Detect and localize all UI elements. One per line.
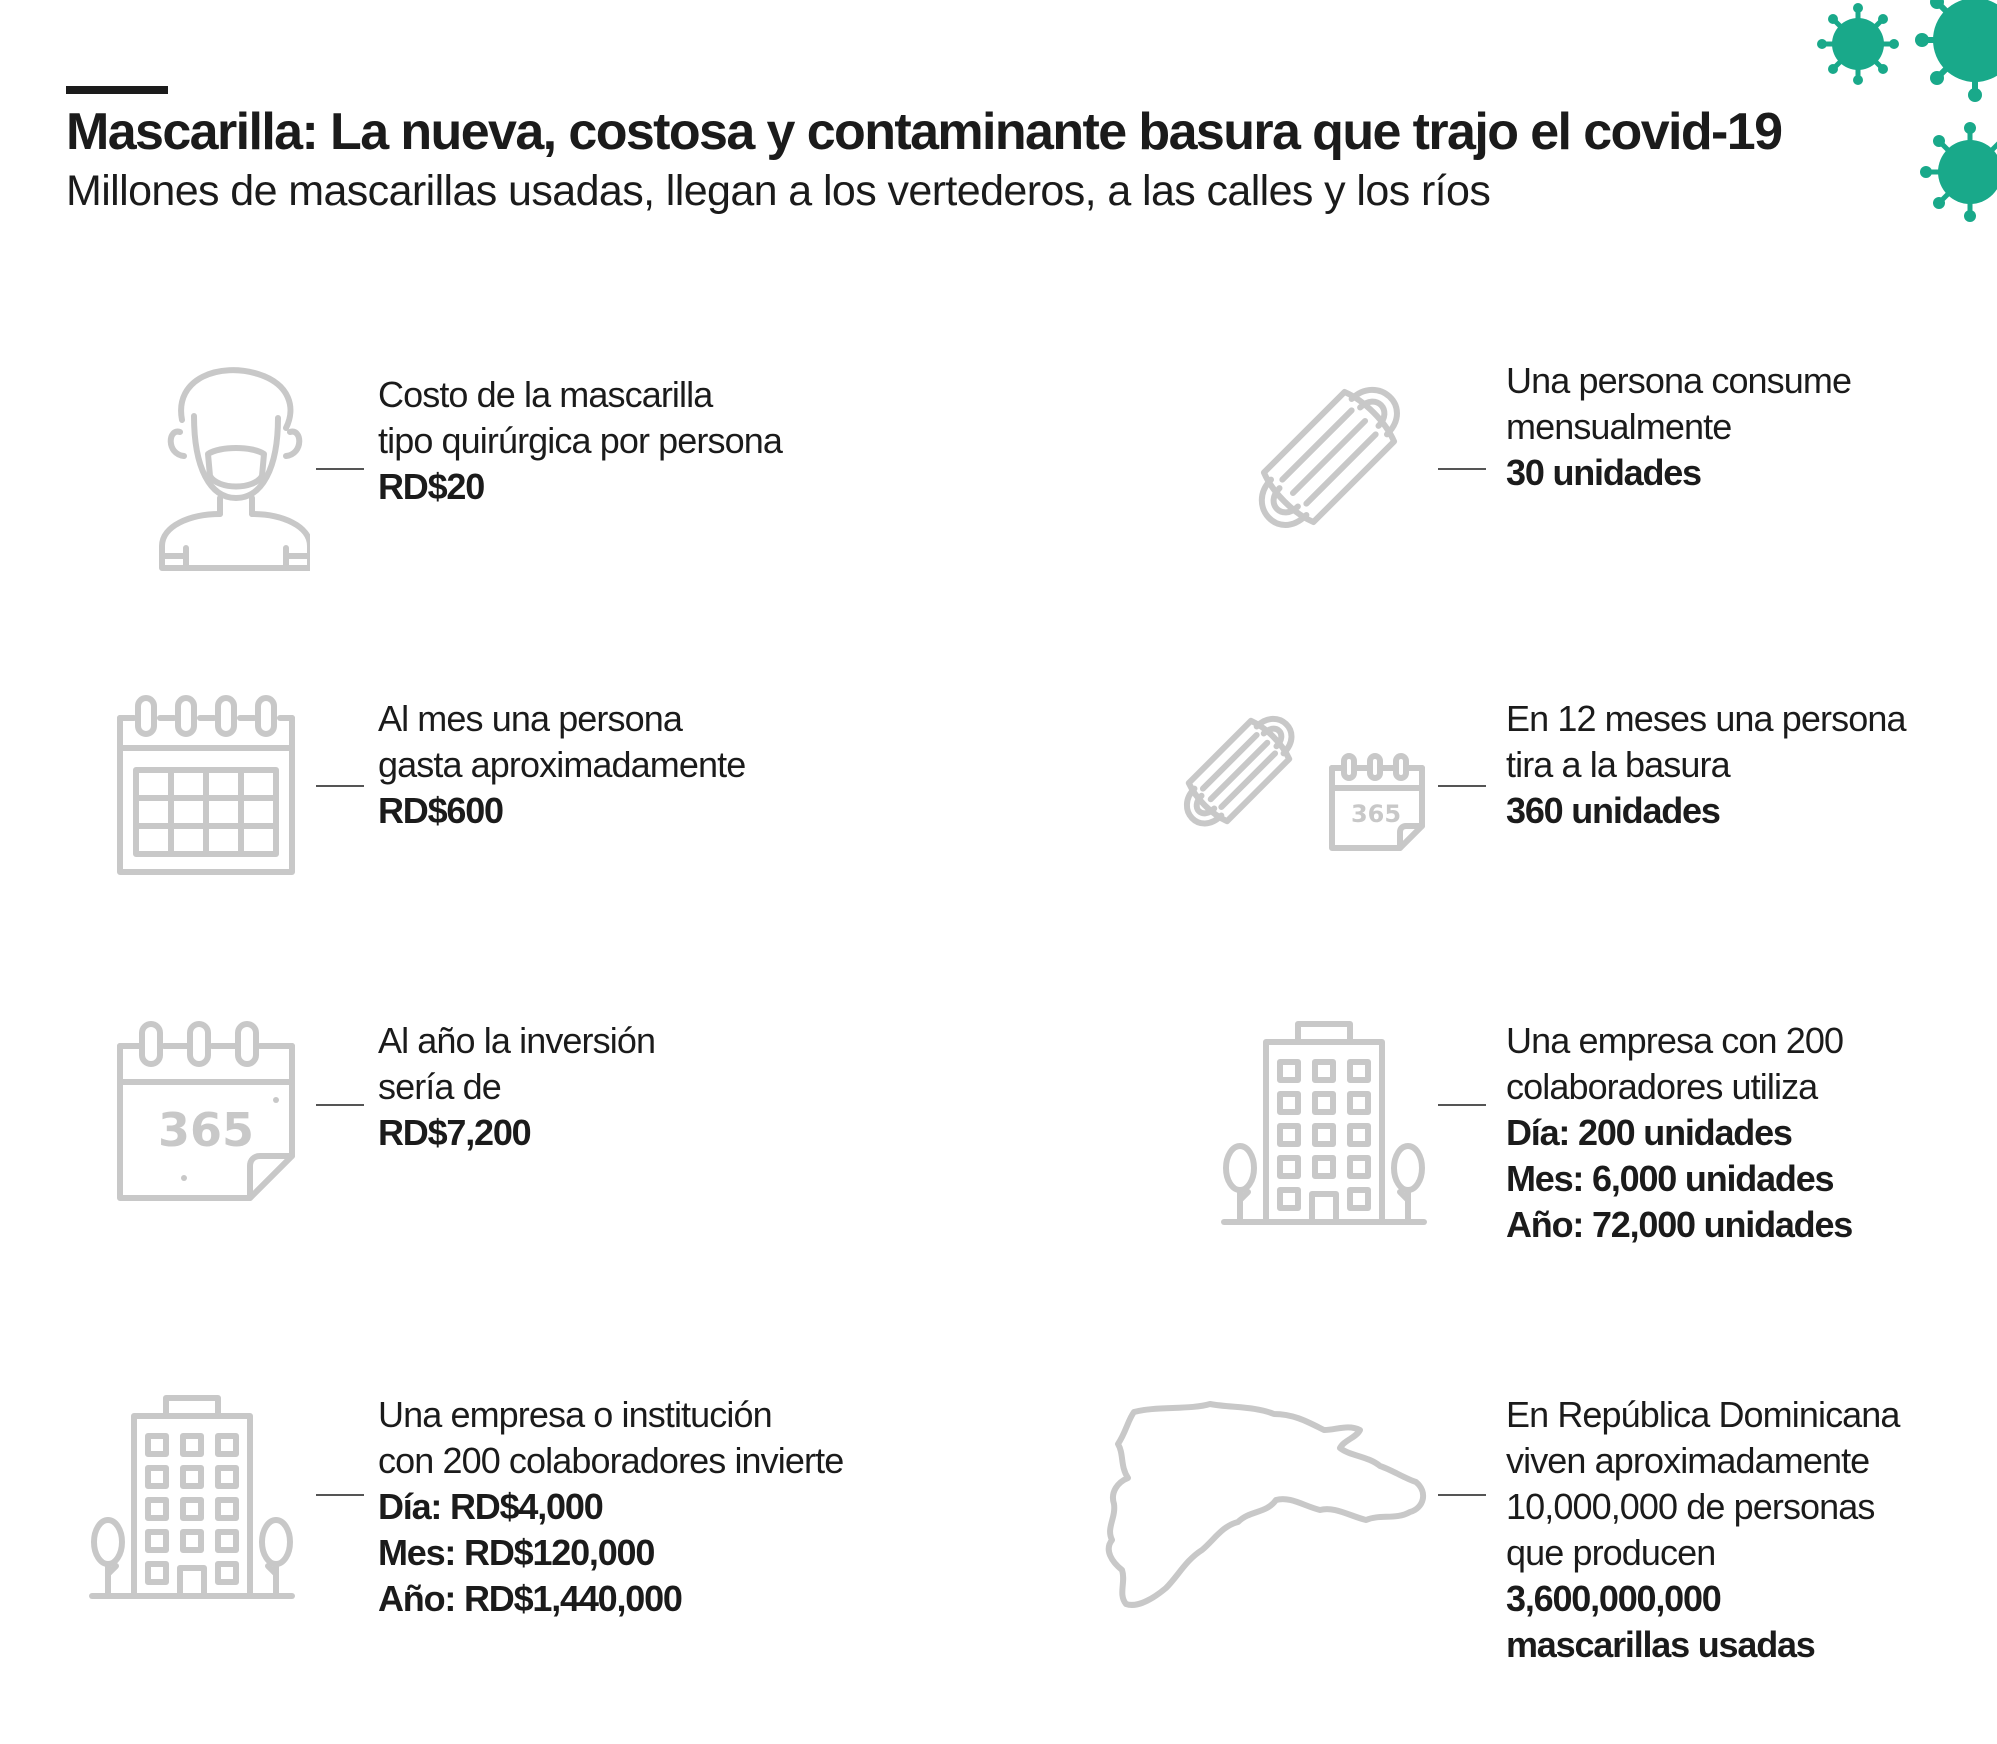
connector-dash — [1438, 468, 1486, 470]
stat-text — [378, 372, 782, 510]
calendar-icon — [112, 692, 302, 880]
stat-label-line: sería de — [378, 1066, 501, 1107]
face-mask-icon — [1232, 360, 1426, 554]
stat-label-line: En 12 meses una persona — [1506, 698, 1906, 739]
calendar-365-icon — [1326, 752, 1428, 852]
office-building-icon — [1220, 1018, 1428, 1226]
stat-value: Mes: RD$120,000 — [378, 1532, 655, 1573]
stat-label-line: 10,000,000 de personas — [1506, 1486, 1875, 1527]
stat-label-line: colaboradores utiliza — [1506, 1066, 1818, 1107]
header-accent-bar — [66, 86, 168, 94]
virus-decoration-icon — [1810, 0, 1997, 230]
stat-value: Día: 200 unidades — [1506, 1112, 1792, 1153]
stat-value: Año: RD$1,440,000 — [378, 1578, 682, 1619]
stat-label-line: Una empresa o institución — [378, 1394, 772, 1435]
stat-label-line: tipo quirúrgica por persona — [378, 420, 782, 461]
stat-text — [1506, 1018, 1852, 1248]
stat-value: Mes: 6,000 unidades — [1506, 1158, 1834, 1199]
stat-label-line: Costo de la mascarilla — [378, 374, 713, 415]
person-with-mask-icon — [150, 358, 310, 578]
stat-label-line: Una persona consume — [1506, 360, 1852, 401]
connector-dash — [1438, 1494, 1486, 1496]
stat-value: mascarillas usadas — [1506, 1624, 1815, 1665]
office-building-icon — [88, 1392, 296, 1600]
stat-label-line: viven aproximadamente — [1506, 1440, 1870, 1481]
stat-value: RD$20 — [378, 466, 485, 507]
stat-label-line: gasta aproximadamente — [378, 744, 746, 785]
connector-dash — [316, 468, 364, 470]
stat-label-line: Al mes una persona — [378, 698, 682, 739]
calendar-365-icon — [110, 1016, 300, 1206]
connector-dash — [316, 1104, 364, 1106]
page-title: Mascarilla: La nueva, costosa y contaminante basura que trajo el covid-19 — [66, 103, 1782, 161]
stat-label-line: mensualmente — [1506, 406, 1732, 447]
stat-text — [378, 1392, 843, 1622]
stat-label-line: que producen — [1506, 1532, 1716, 1573]
page-subtitle: Millones de mascarillas usadas, llegan a los vertederos, a las calles y los ríos — [66, 167, 1491, 215]
stat-text — [1506, 1392, 1900, 1668]
stat-text — [378, 1018, 655, 1156]
stat-value: RD$7,200 — [378, 1112, 531, 1153]
stat-label-line: tira a la basura — [1506, 744, 1730, 785]
calendar-365-label: 365 — [157, 1103, 255, 1157]
stat-label-line: Al año la inversión — [378, 1020, 656, 1061]
dominican-republic-map-icon — [1098, 1400, 1432, 1612]
stat-label-line: con 200 colaboradores invierte — [378, 1440, 844, 1481]
stat-text — [1506, 358, 1851, 496]
connector-dash — [316, 785, 364, 787]
connector-dash — [1438, 785, 1486, 787]
stat-text — [1506, 696, 1906, 834]
calendar-365-label: 365 — [1350, 800, 1402, 828]
stat-value: RD$600 — [378, 790, 503, 831]
stat-value: 360 unidades — [1506, 790, 1720, 831]
stat-label-line: En República Dominicana — [1506, 1394, 1900, 1435]
stat-value: Día: RD$4,000 — [378, 1486, 603, 1527]
stat-text — [378, 696, 745, 834]
stat-value: Año: 72,000 unidades — [1506, 1204, 1853, 1245]
connector-dash — [1438, 1104, 1486, 1106]
stat-label-line: Una empresa con 200 — [1506, 1020, 1844, 1061]
stat-value: 30 unidades — [1506, 452, 1701, 493]
connector-dash — [316, 1494, 364, 1496]
face-mask-icon — [1164, 696, 1314, 846]
stat-value: 3,600,000,000 — [1506, 1578, 1721, 1619]
